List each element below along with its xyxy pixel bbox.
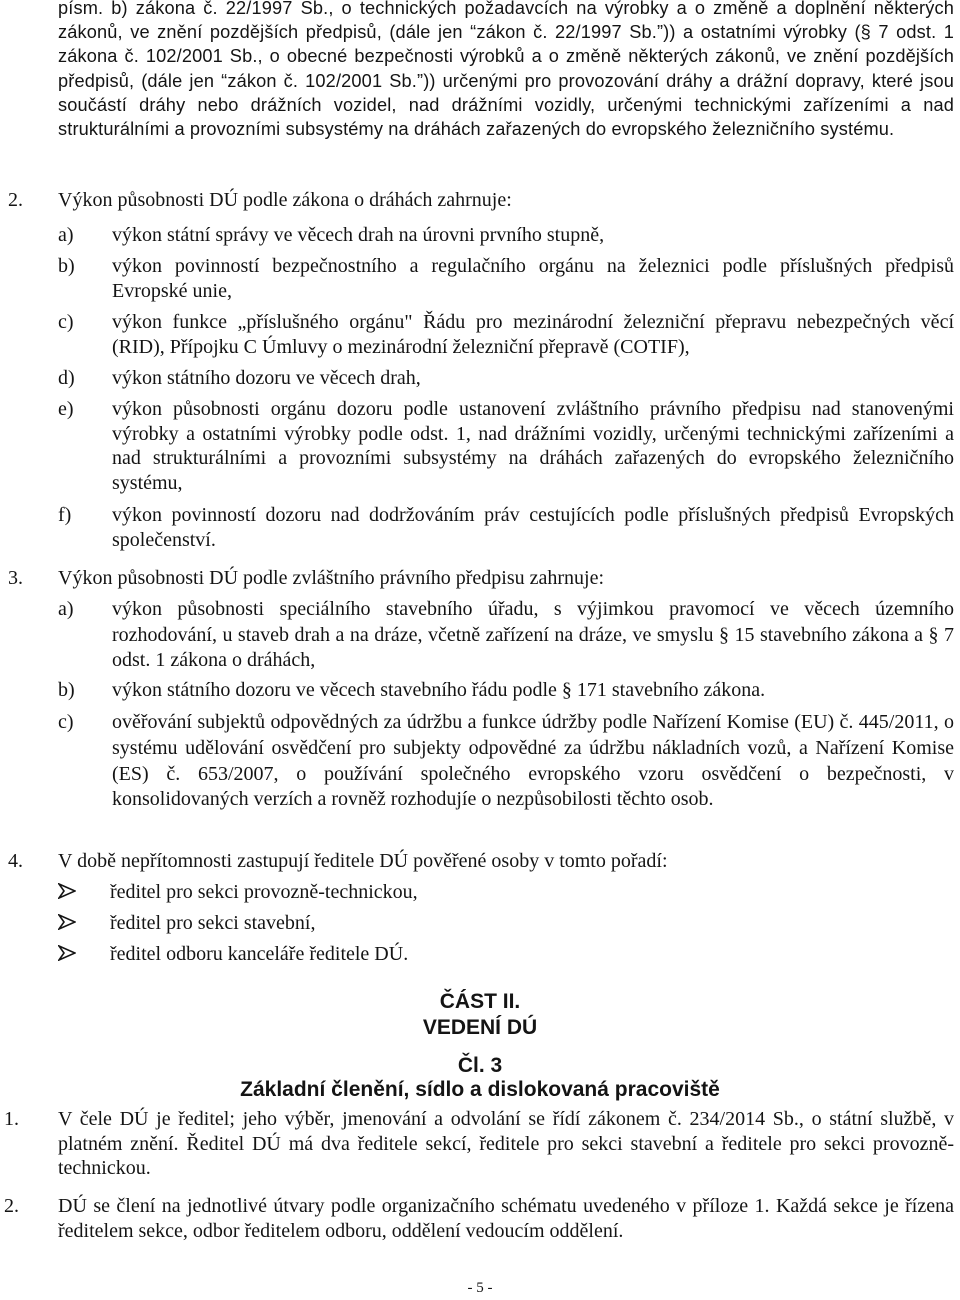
item-text: výkon státní správy ve věcech drah na úrovni prvního stupně, <box>112 224 605 246</box>
item-letter: c) <box>58 311 74 333</box>
item-letter: c) <box>58 711 74 733</box>
intro-paragraph <box>58 0 954 141</box>
item-letter: e) <box>58 398 74 420</box>
section-number: 3. <box>8 567 23 589</box>
page-number: - 5 - <box>467 1280 493 1296</box>
paragraph-number: 2. <box>4 1195 19 1217</box>
section-number: 4. <box>8 850 23 872</box>
section-4 <box>8 849 954 873</box>
item-letter: b) <box>58 679 75 701</box>
article-number: Čl. 3 <box>457 1054 503 1077</box>
section-lead: Výkon působnosti DÚ podle zákona o dráhách zahrnuje: <box>58 189 512 211</box>
bullet-text: ředitel pro sekci provozně-technickou, <box>110 881 418 903</box>
item-text: výkon povinností dozoru nad dodržováním práv cestujících podle příslušných předpisů Evropských společenství. <box>112 504 954 551</box>
arrowhead-bullet-icon <box>58 945 76 961</box>
section-lead: Výkon působnosti DÚ podle zvláštního právního předpisu zahrnuje: <box>58 567 605 589</box>
item-text: výkon státního dozoru ve věcech drah, <box>112 367 421 389</box>
paragraph-text: DÚ se člení na jednotlivé útvary podle organizačního schématu uvedeného v příloze 1. Každá sekce je řízena ředitelem sekce, odbor ředitelem odboru, oddělení vedoucím oddělení. <box>58 1195 954 1242</box>
section-lead: V době nepřítomnosti zastupují ředitele DÚ pověřené osoby v tomto pořadí: <box>58 850 668 872</box>
arrowhead-bullet-icon <box>58 914 76 930</box>
item-text: výkon působnosti speciálního stavebního úřadu, s výjimkou pravomocí ve věcech územního rozhodování, u staveb drah a na dráze, včetně zařízení na dráze, ve smyslu § 15 stavebního zákona a § 7 odst. 1 zákona o dráhách, <box>112 598 954 671</box>
item-letter: d) <box>58 367 75 389</box>
part-subtitle: VEDENÍ DÚ <box>422 1016 538 1039</box>
paragraph-text: V čele DÚ je ředitel; jeho výběr, jmenování a odvolání se řídí zákonem č. 234/2014 Sb., o státní službě, v platném znění. Ředitel DÚ má dva ředitele sekcí, ředitele pro sekci stavební a ředitele pro sekci provozně-technickou. <box>58 1108 954 1179</box>
item-letter: b) <box>58 255 75 277</box>
item-text: ověřování subjektů odpovědných za údržbu a funkce údržby podle Nařízení Komise (EU) č. 445/2011, o systému udělování osvědčení pro subjekty odpovědné za údržbu nákladních vozů, a Nařízení Komise (ES) č. 653/2007, o používání společného evropského vzoru osvědčení o bezpečnosti, v konsolidovaných verzích a rovněž rozhodujíe o nezpůsobilosti těchto osob. <box>112 711 954 811</box>
bullet-text: ředitel pro sekci stavební, <box>110 912 316 934</box>
item-text: výkon státního dozoru ve věcech stavebního řádu podle § 171 stavebního zákona. <box>112 679 766 701</box>
item-text: výkon funkce „příslušného orgánu" Řádu pro mezinárodní železniční přepravu nebezpečných věcí (RID), Přípojku C Úmluvy o mezinárodní železniční přepravě (COTIF), <box>112 311 954 358</box>
item-text: výkon povinností bezpečnostního a regulačního orgánu na železnici podle příslušných předpisů Evropské unie, <box>112 255 954 302</box>
paragraph-number: 1. <box>4 1108 19 1130</box>
section-3 <box>8 566 954 590</box>
article-title: Základní členění, sídlo a dislokovaná pracoviště <box>240 1078 720 1101</box>
intro-text: písm. b) zákona č. 22/1997 Sb., o technických požadavcích na výrobky a o změně a doplnění některých zákonů, ve znění pozdějších předpisů, (dále jen “zákon č. 22/1997 Sb.”)) a ostatními výrobky (§ 7 odst. 1 zákona č. 102/2001 Sb., o obecné bezpečnosti výrobků a o změně některých zákonů, ve znění pozdějších předpisů, (dále jen “zákon č. 102/2001 Sb.”)) určenými pro provozování dráhy a drážní dopravy, které jsou součástí dráhy nebo drážních vozidel, nad drážními vozidly, určenými technickými zařízeními a nad strukturálními a provozními subsystémy na dráhách zařazených do evropského železničního systému. <box>58 0 954 140</box>
item-letter: a) <box>58 598 74 620</box>
item-text: výkon působnosti orgánu dozoru podle ustanovení zvláštního právního předpisu nad stanovenými výrobky a ostatními výrobky podle odst. 1, nad drážními vozidly, určenými technickými zařízeními a nad strukturálními a provozními subsystémy na dráhách zařazených do evropského železničního systému, <box>112 398 954 494</box>
item-letter: a) <box>58 224 74 246</box>
bullet-text: ředitel odboru kanceláře ředitele DÚ. <box>110 943 409 965</box>
part-title: ČÁST II. <box>439 990 521 1013</box>
item-letter: f) <box>58 504 72 526</box>
section-number: 2. <box>8 189 23 211</box>
arrowhead-bullet-icon <box>58 883 76 899</box>
